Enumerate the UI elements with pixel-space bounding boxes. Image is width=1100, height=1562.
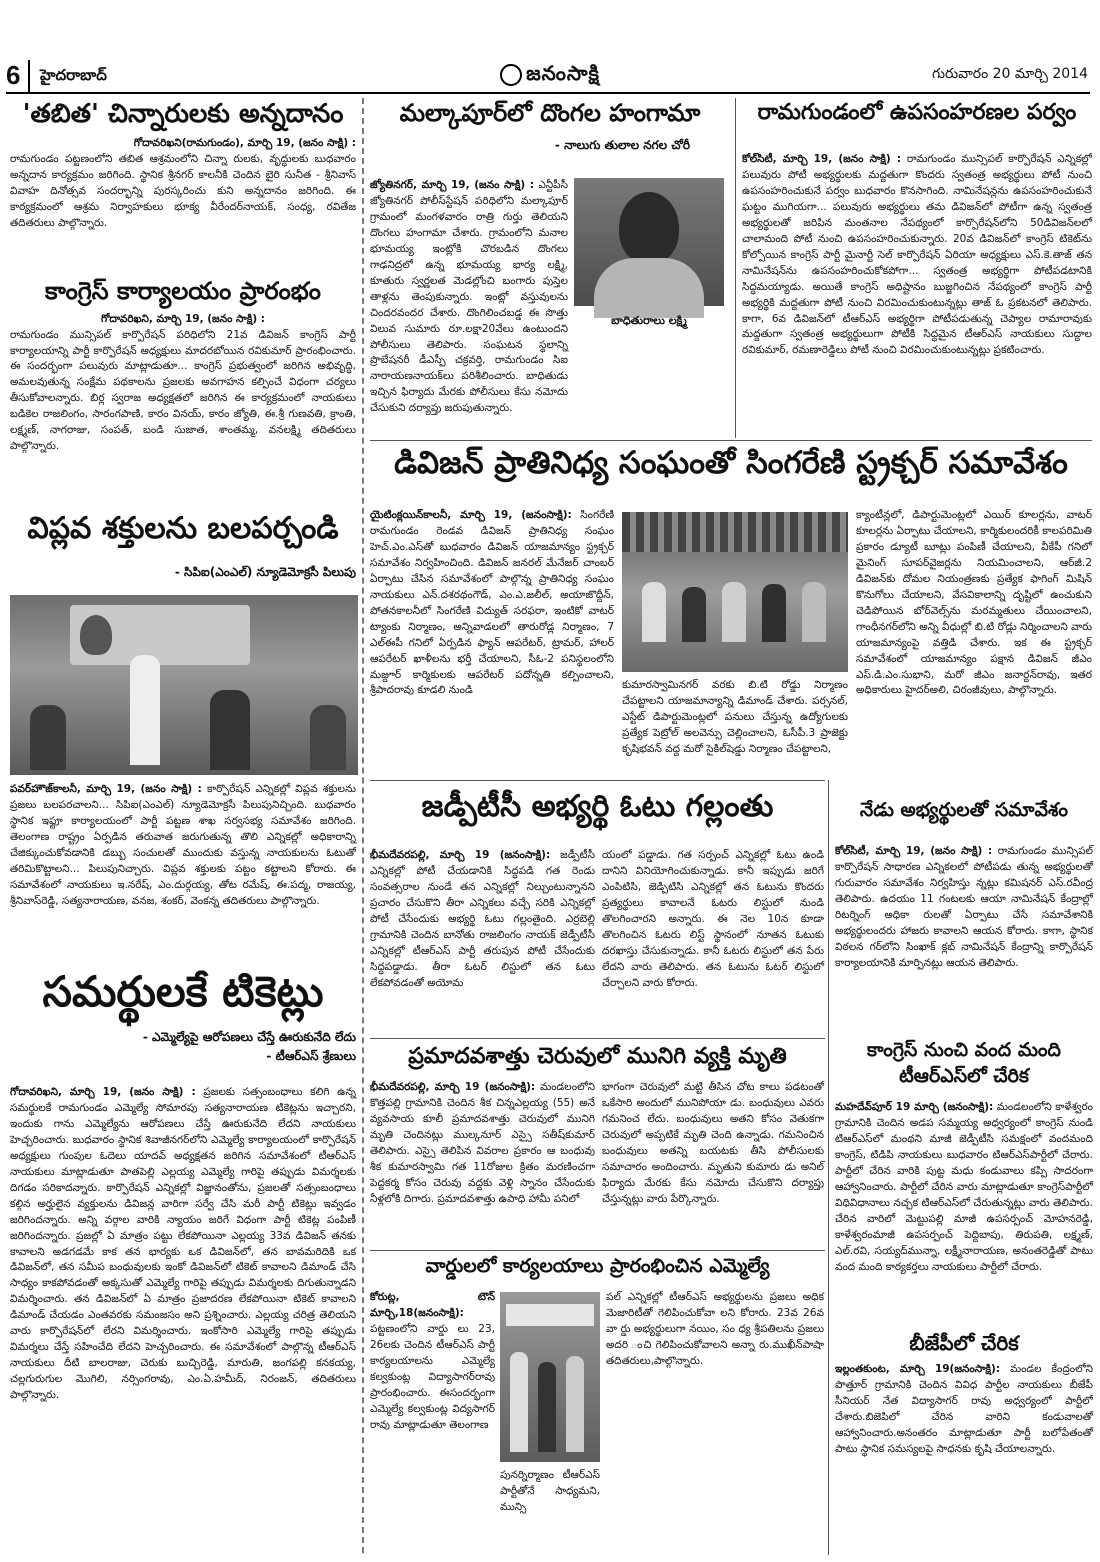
article-body (10, 1085, 356, 1540)
headline: ప్రమాదవశాత్తు చెరువులో మునిగి వ్యక్తి మృతి (408, 1044, 787, 1069)
article-congress-office (10, 278, 356, 508)
masthead-emblem-icon (500, 64, 522, 86)
article-singareni-col2 (856, 508, 1092, 778)
section-rule (370, 1250, 825, 1251)
article-mla-office (370, 1256, 825, 1278)
dateline: గోదావరిఖని(రామగుండం), మార్చి 19, (జనం సాక్షి) : (133, 136, 356, 149)
portrait-shape (80, 615, 112, 655)
dateline: కోల్‌సిటీ, మార్చి 19, (జనం సాక్షి) : (835, 845, 993, 857)
dateline: గోదావరిఖని, మార్చి 19, (జనం సాక్షి) : (100, 312, 266, 325)
article-samardhulake (10, 968, 356, 1066)
dateline: మహదేవ్‌పూర్ 19 మార్చి (జనంసాక్షి): (835, 1101, 994, 1113)
body-text: రామగుండం మున్సిపల్ కార్పొరేషన్ ఎన్నికల్లో పలువురు పోటీ అభ్యర్థులకు మద్దతుగా కొందరు స్వతంత్ర అభ్యర్థులు పోటీ నుంచి ఉపసంహరించుకునే పర్వం బుధవారం కొనసాగింది. నామినేషన్లను ఉపసంహరించుకునే ఘట్టం ముగియగా... పలువురు అభ్యర్థులు తమ డివిజన్‌లో పోటీగా ఉన్న స్వతంత్ర అభ్యర్థులతో జరిపిన మంతనాల నేపథ్యంలో కార్పొరేషన్‌లోని 50డివిజన్‌లలో చాలామంది పోటీ నుంచి ఉపసంహరించుకున్నారు. 20వ డివిజన్‌లో కాంగ్రెస్ టికెట్‌ను కోల్పోయిన కాంగ్రెస్ పార్టీ మైనార్టీ సెల్ కార్పొరేషన్ ఏరియా అధ్యక్షులు ఎస్.కె.తాజ్ తన నామినేషన్‌ను ఉపసంహరించుకోకపోగా... స్వతంత్ర అభ్యర్థిగా పోటీపడటానికి సిద్ధమయ్యాడు. అయితే కాంగ్రెస్ అధిష్టానం బుజ్జగించిన నేపథ్యంలో కాంగ్రెస్ పార్టీ అభ్యర్థికి మద్దతుగా పోటీ నుంచి విరమించుకుంటున్నట్లు తాజ్ ఓ ప్రకటనలో తెలిపారు. కాగా, 6వ డివిజన్‌లో టీఆర్‌ఎస్ అభ్యర్థిగా పోటీపడుతున్న చెప్యాల రామారావుకు మద్దతుగా స్వతంత్ర అభ్యర్థులుగా పోటీకి సిద్ధమైన టీఆర్‌ఎస్ నాయకులు సుద్దాల రవికుమార్, రమణారెడ్డిలు పోటీ నుంచి విరమించుకుంటున్నట్లు ప్రకటించారు. (742, 153, 1092, 357)
article-singareni-col1b (622, 678, 848, 778)
article-body-continued (370, 338, 730, 434)
dateline: భీమదేవరపల్లి, మార్చి 19 (జనంసాక్షి): (370, 849, 551, 861)
seated-figure (642, 582, 666, 642)
issue-date: గురువారం 20 మార్చి 2014 (931, 66, 1088, 82)
article-body: క్యాంటీన్లలో, డిపార్టుమెంట్లలో ఎయిర్ కూలర్లను, వాటర్ కూలర్లను ఏర్పాటు చేయాలని, కార్మికులందరికీ కాలపరిమితి ప్రకారం డ్యూటీ బూట్లు పంపిణీ చేయాలని, వీకేపీ గనిలో మైనింగ్ సూపర్‌వైజర్లను నియమించాలని, ఆర్‌జీ.2 డివిజన్‌కు దోమల నియంత్రణకు ప్రత్యేక ఫాగింగ్ మిషిన్ కొనుగోలు చేయాలని, వేసవికాలాన్ని దృష్టిలో ఉంచుకుని చెడిపోయిన బోర్‌వెల్స్‌ను మరమ్మతులు చేయించాలని, గాంధీనగర్‌లోని అన్ని వీధుల్లో బి.టి రోడ్లు నిర్మించాలని వారు యాజమాన్యంపై వత్తిడి చేశారు. ఇక ఈ స్ట్రక్చర్ సమావేశంలో యాజమాన్యం పక్షాన డివిజన్ జీఎం ఎస్.డి.ఎం.సుభాని, మరో జీఎం జనార్దన్‌రావు, ఇతర అధికారులు హైదర్‌అలి, చిరంజీవులు, పాల్గొన్నారు. (856, 509, 1092, 697)
headline-line-1: కాంగ్రెస్ నుంచి వంద మంది (867, 1039, 1061, 1061)
section-rule (370, 440, 1092, 441)
body-text: పట్టణంలోని వార్డు లు 23, 26లకు చెందిన టీఆర్‌ఎస్ పార్టీ కార్యలయాలను ఎమ్మెల్యే కల్వకుంట్ల విద్యాసాగర్‌రావు ప్రారంభించారు. ఈసందర్భంగా ఎమ్మెల్యే కల్వకుంట్ల విద్యసాగర్ రావు మాట్లాడుతూ తెలంగాణ (370, 1322, 495, 1431)
body-text: కార్పొరేషన్ ఎన్నికల్లో విప్లవ శక్తులను ప్రజలు బలపరచాలని... సిపిఐ(ఎంఎల్) న్యూడెమోక్రసీ పిలుపునిచ్చింది. బుధవారం స్థానిక ఇఫ్టూ కార్యాలయంలో పార్టీ పట్టణ శాఖ సర్వసభ్య సమావేశం జరిగింది. తెలంగాణ రాష్ట్రం ఏర్పడిన తరువాత జరుగుతున్న తొలి ఎన్నికల్లో అధికారాన్ని చేజిక్కుంచుకోవడానికి డబ్బు సంచులతో ముందుకు వస్తున్న నాయకులను ఓటుతో తరిమికొట్టాలని... పిలుపునిచ్చారు. విప్లవ శక్తులకు పట్టం కట్టాలని కోరారు. ఈ సమావేశంలో నాయకులు ఇ.నరేష్, ఎం.దుర్గయ్య, తోట రమేష్, ఈ.పద్మ, రాజయ్య, శ్రీనివాస్‌రెడ్డి, సత్యనారాయణ, వనజ, శంకర్, వెంకన్న తదితరులు పాల్గొన్నారు. (10, 783, 356, 907)
article-drowning-col2 (602, 1080, 824, 1245)
portrait-head-shape (619, 192, 679, 264)
headline: డివిజన్ ప్రాతినిధ్య సంఘంతో సింగరేణి స్ట్రక్చర్ సమావేశం (394, 445, 1068, 481)
body-text: జడ్పీటీసీ ఎన్నికల్లో పోటీ చేయడానికి సిద్ధపడి గత రెండు సంవత్సరాల నుండే తన ఎన్నికల్లో నిల్చుంటున్నానని ప్రచారం చేసుకొని తీరా ఎన్నికలు వచ్చే సరికి ఎన్నికల్లో పోటీ చేసేందుకు అభ్యర్థి ఓటు గల్లంతైంది. ఎర్రబెల్లి గ్రామానికి చెందిన బానోతు రాజలింగం నాయక్ జెడ్పీటీసీ ఎన్నికల్లో టీఆర్‌ఎస్ పార్టీ తరుపున పోటీ చేసేందుకు సిద్ధపడ్డాడు. తీరా ఓటర్ లిస్టులో తన ఓటు లేకపోవడంతో అయోమ (370, 849, 595, 989)
photo-caption: బాధితురాలు లక్ష్మి (611, 314, 687, 327)
dateline: భీమదేవరపల్లి, మార్చి 19 (జనంసాక్షి): (370, 1081, 536, 1093)
dateline: ఇల్లంతకుంట, మార్చి 19(జనంసాక్షి): (835, 1363, 1001, 1375)
dateline: జ్యోతినగర్, మార్చి 19, (జనం సాక్షి) : (370, 179, 534, 191)
article-mla-office-col2 (606, 1290, 824, 1540)
article-body (370, 178, 568, 415)
article-viplava (10, 512, 356, 582)
article-zptc-col2 (602, 848, 824, 1033)
article-body: యంలో పడ్డాడు. గత సర్పంచ్ ఎన్నికల్లో ఓటు ఉండి దానిని వినియోగించుకున్నాడు. కానీ ఇప్పుడు జరిగే ఎంపిటిసి, జెడ్పిటిసి ఎన్నికల్లో తన ఓటును కొందరు ప్రత్యర్థులు కావాలనే ఓటరు లిస్టులో నుండి తొలగించారని అన్నారు. ఈ నెల 10న కూడా తొలగించిన ఓటరు లిస్ట్ స్థానంలో నూతన ఓటుకు దరఖాస్తు చేసుకున్నాడు. కానీ ఓటరు లిస్టులో తన పేరు లేదని వారు తెలిపారు. తన ఓటును ఓటర్ లిస్టులో చేర్చాలని వారు కోరారు. (602, 849, 824, 989)
seated-figure (682, 587, 706, 642)
body-text: రామగుండం మున్సిపల్ కార్పొరేషన్ సాధారణ ఎన్నికలలో పోటీపడు తున్న అభ్యర్థులతో గురువారం సమావేశం నిర్వహిస్తు న్నట్లు కమిషనర్ ఎస్.రవీంద్ర తెలిపారు. ఉదయం 11 గంటలకు ఆయా నామినేషన్ కేంద్రాల్లో రిటర్నింగ్ అధికా రులతో ఏర్పాటు చేసే సమావేశానికి అభ్యర్థులందరు హాజరు కావాలని ఆయన కోరారు. కాగా, స్థానిక విఠలన గర్‌లోని సింఖాక్ క్లబ్ నామినేషన్ కేంద్రాన్ని కార్పొరేషన్ కార్యాలయానికి మార్పినట్లు ఆయన తెలిపారు. (835, 845, 1093, 969)
dateline: యైటింక్లయిన్‌కాలనీ, మార్చి 19, (జనంసాక్షి): (370, 509, 572, 521)
portrait-body-shape (594, 258, 704, 318)
article-samardhulake-body (10, 1085, 356, 1540)
article-body: రామగుండం మున్సిపల్ కార్పొరేషన్ పరిధిలోని 21వ డివిజన్ కాంగ్రెస్ పార్టీ కార్యాలయాన్ని పార్టీ కార్పొరేషన్ అధ్యక్షులు మాదరబోయిన రవికుమార్ ప్రారంభించారు. ఈ సందర్భంగా పలువురు మాట్లాడుతూ... కాంగ్రెస్ ప్రభుత్వంలో జరిగిన అభివృద్ధి, అమలవుతున్న సంక్షేమ పథకాలను ప్రజలకు అవగాహన కల్పించే విధంగా చర్యలు తీసుకోవాలన్నారు. బిర్ల స్వరాజ అధ్యక్షతలో జరిగిన ఈ కార్యక్రమంలో నాయకులు బడికెల రాజలింగం, సారంగపాణి, కారం వినయ్, కారం జ్యోతి, ఈ.శ్రీ గుణవతి, క్రాంతి, లక్ష్మణ్, నాగరాజు, సంపత్, బండి సుజాత, శాంతమ్మ, వనలక్ష్మి తదితరులు పాల్గొన్నారు. (10, 328, 356, 453)
article-drowning-col1 (370, 1080, 595, 1245)
dateline: గోదావరిఖని, మార్చి 19, (జనం సాక్షి) : (10, 1086, 196, 1098)
standing-figure (538, 1362, 556, 1452)
seated-figure (210, 690, 250, 770)
dateline: పవర్‌హౌజ్‌కాలనీ, మార్చి 19, (జనం సాక్షి) : (10, 783, 202, 795)
article-tabitha (10, 100, 356, 235)
masthead-logo (490, 60, 610, 90)
article-body: రామగుండం పట్టణంలోని తబిత ఆశ్రమంలోని చిన్నా రులకు, వృద్ధులకు బుధవారం అన్నదాన కార్యక్రమం జరిగింది. స్థానిక శ్రీనగర్ కాలనీకి చెందిన బైరి సునీత - శ్రీనివాస్ వివాహ దినోత్సవ సందర్భాన్ని పురస్కరించు కుని అన్నదానం జరిగింది. ఈ కార్యక్రమంలో ఆశ్రమ నిర్వాహకులు భూక్య వీరేందర్‌నాయక్, సంధ్య, రవితేజ తదితరులు పాల్గొన్నారు. (10, 152, 356, 229)
article-viplava-body (10, 782, 356, 964)
article-body (370, 1290, 495, 1466)
article-body (370, 848, 595, 1033)
article-body (370, 508, 614, 778)
article-body: భాగంగా చెరువులో మట్టి తీసిన చోట కాలు పడటంతో ఒకేసారి అందులో మునిపోయా డు. బంధువులు ఎవరు గమనించ లేదు. బంధువులు అతని కోసం వెతుకగా చెరువులో అప్పటికే మృతి చెంది ఉన్నాడు. గమనించిన బంధువులు అతన్ని బయటకు తీసి పోలీసులకు సమాచారం అందించారు. మృతుని కుమారు డు అనిల్ ఫిర్యాదు మేరకు కేసు నమోదు చేసుకొని దర్యాప్తు చేస్తున్నట్లు వారు పేర్కొన్నారు. (602, 1081, 824, 1205)
article-body (835, 1100, 1093, 1325)
column-divider-bottom-right (828, 780, 829, 1555)
subheadline: - నాలుగు తులాల నగల చోరీ (554, 137, 690, 152)
body-text: మండల కేంద్రంలోని పొత్తూర్ గ్రామానికి చెందిన వివిధ పార్టీల నాయకులు బీజేపీ సీనియర్ నేత విద్యాసాగర్ రావు అధ్వర్యంలో పార్టీలో చేశారు.బిజెపిలో చేరిన వారిని కండువాలతో ఆహ్వానించారు.అనంతరం మాట్లాడుతూ పార్టీ బలోపేతంతో పాటు స్థానిక సమస్యలపై సాధనకు కృషి చేయాలన్నారు. (835, 1363, 1093, 1455)
standing-figure (510, 1352, 528, 1452)
section-rule (370, 780, 825, 781)
article-congress-to-trs-body (835, 1100, 1093, 1325)
article-upasamharana-body (742, 152, 1092, 432)
section-rule (370, 1038, 825, 1039)
article-malkapur (370, 100, 730, 155)
headline: విప్లవ శక్తులను బలపర్చండి (27, 511, 339, 546)
article-body (742, 152, 1092, 432)
subheadline: - ఎమ్మెల్యేపై ఆరోపణలు చేస్తే ఊరుకునేది లేదు (142, 1030, 356, 1045)
article-body (10, 782, 356, 964)
headline: 'తబిత' చిన్నారులకు అన్నదానం (22, 99, 344, 129)
body-text: ప్రజలకు సత్సంబంధాలు కలిగి ఉన్న సమర్థులకే రామగుండం ఎమ్మెల్యే సోమారపు సత్యనారాయణ టికెట్లను ఇచ్చారని, ఇందుకు గాను ఎమ్మెల్యేను ఆరోపణలు చేస్తే ఊరుకునేది లేదని నాయకులు హెచ్చరించారు. బుధవారం స్థానిక శివాజీనగర్‌లోని ఎమ్మెల్యే కార్యాలయంలో కార్పొరేషన్ అధ్యక్షులు గుంపుల ఓదెలు యాదవ్ అధ్యక్షతన జరిగిన సమావేశంలో టీఆర్‌ఎస్ నాయకులు మాట్లాడుతూ పాతపెల్లి ఎల్లయ్య ఎమ్మెల్యే గారిపై తప్పుడు విమర్శలకు దిగడం సరికాదన్నారు. కార్పొరేషన్ ఎన్నికల్లో విజ్ఞానంతోను, ప్రజలతో సత్సంబంధాలు కల్గిన అర్హులైన వ్యక్తులను డివిజన్ల వారిగా సర్వే చేసి మరీ పార్టీ టికెట్లు ఇవ్వడం జరిగిందన్నారు. అన్ని వర్గాల వారికి న్యాయం జరిగే విధంగా పార్టీ టికెట్ల పంపిణీ జరిగిందన్నారు. ప్రజల్లో ఏ మాత్రం పట్టు లేకపోయినా ఎల్లయ్య 33వ డివిజన్ తనకు కావాలని అడగడమే కాక తన భార్యకు ఒక డివిజన్‌లో, తన బావమరిదికి ఒక డివిజన్‌లో, తన సమీప బంధువులకు ఇంకో డివిజన్‌లో టికెట్ కావాలని డిమాండ్ చేసి సాధ్యం కాకపోవడంతో అక్కసుతో ఎమ్మెల్యే గారిపై తప్పుడు విమర్శలకు దిగుతున్నాడని విమర్శించారు. తన డివిజన్‌లో ఏ మాత్రం ప్రజాదరణ లేకపోయినా టికెట్ కావాలని డిమాండ్ చేయడం ఎంతవరకు సమంజసం అని ప్రశ్నించారు. ఎల్లయ్య చరిత్ర తెలియని వారు కార్పొరేషన్‌లో లేరని విమర్శించారు. ఇంకోసారి ఎమ్మెల్యే గారిపై తప్పుడు విమర్శలు చేస్తే సహించేది లేదని హెచ్చరించారు. ఈ సమావేశంలో పాల్గొన్న టీఆర్‌ఎస్ నాయకులు దీటి బాలరాజు, చెరుకు బుచ్చిరెడ్డి, మారుతి, జంగపల్లి కనకయ్య, చల్లగురుగుల మొగిలి, నర్సింగరావు, ఎం.ఏ.హమీద్, నిరంజన్, తదితరులు పాల్గొన్నారు. (10, 1086, 357, 1402)
headline: వార్డులలో కార్యలయాలు ప్రారంభించిన ఎమ్మెల్యే (425, 1255, 770, 1277)
dateline: కోల్‌సిటీ, మార్చి 19, (జనం సాక్షి) : (742, 153, 902, 165)
seated-figure (802, 582, 826, 642)
article-zptc-col1 (370, 848, 595, 1033)
headline: బీజేపీలో చేరిక (909, 1331, 1019, 1355)
article-upasamharana (742, 100, 1092, 125)
window-grille-shape (622, 512, 848, 552)
article-malkapur-body-a (370, 178, 568, 415)
headline: మల్కాపూర్‌లో దొంగల హంగామా (399, 99, 701, 127)
article-body: కుమారస్వామినగర్ వరకు బి.టి రోడ్డు నిర్మాణం చేపట్టాలని యాజమాన్యాన్ని డిమాండ్ చేశారు. పర్సనల్, ఎస్టేట్ డిపార్టుమెంట్లలో పనులు చేస్తున్న ఉద్యోగులకు ప్రత్యేక పెట్రోల్ అలవెన్సు చెల్లించాలని, ఓసీపీ.3 ప్రాజెక్టు కృషిభవన్ వద్ద మరో సైకిల్‌షెడ్డు నిర్మాణం చేపట్టాలని, (622, 679, 848, 755)
headline: రామగుండంలో ఉపసంహరణల పర్వం (757, 100, 1077, 125)
meeting-photo (10, 595, 358, 775)
article-meeting-today (835, 800, 1093, 822)
page-number: 6 (6, 60, 30, 92)
subheadline: - సిపిఐ(ఎంఎల్) న్యూడెమోక్రసీ పిలుపు (174, 564, 356, 579)
article-body: పునర్నిర్మాణం టీఆర్‌ఎస్ పార్టీతోనే సాధ్యమని, మున్సి (500, 1469, 600, 1513)
headline: సమర్థులకే టికెట్లు (42, 967, 324, 1016)
headline: కాంగ్రెస్ కార్యాలయం ప్రారంభం (45, 277, 321, 305)
headline: జడ్పీటీసీ అభ్యర్థి ఓటు గల్లంతు (421, 789, 774, 824)
office-opening-photo (500, 1292, 600, 1462)
meeting-hall-photo (622, 512, 848, 672)
article-body (835, 844, 1093, 1034)
article-mla-office-col1 (370, 1290, 495, 1466)
masthead-title: జనంసాక్షి (526, 60, 600, 85)
column-divider-left (362, 98, 364, 1553)
seated-figure (722, 582, 746, 642)
article-drowning (370, 1044, 825, 1069)
column-divider-top-right (735, 98, 736, 438)
article-body: పల్ ఎన్నికల్లో టీఆర్‌ఎస్ అభ్యర్థులను ప్రజలు అధిక మెజారిటీతో గెలిపించుకోవా లని కోరారు. 23వ 26వ వా ర్డు అభ్యర్థులుగా నయిం, సం ధ్య శ్రీపతిలను ప్రజలు అదరి ంచి గెలిపించుకోవాలని అన్నా రు.ముఖీన్‌పాషా తదితరులు,పాల్గొన్నారు. (606, 1291, 824, 1367)
seated-figure (310, 705, 346, 770)
article-malkapur-body-b (370, 338, 730, 434)
speaker-figure (130, 655, 160, 765)
article-meeting-today-body (835, 844, 1093, 1034)
article-mla-office-col1b (500, 1468, 600, 1540)
seated-figure (30, 705, 66, 770)
victim-photo (574, 178, 724, 306)
article-singareni-col1 (370, 508, 614, 778)
section-name: హైదరాబాద్ (40, 66, 107, 84)
article-body (370, 1080, 595, 1245)
body-text: మండలంలోని కొత్తపల్లి గ్రామానికి చెందిన శీక చిన్నఎల్లయ్య (55) అనే వ్యవసాయ కూలీ ప్రమాదవశాత్తు చెరువులో మునిగి మృతి చెందినట్లు ముల్కనూర్ ఎస్సై సతీష్‌కుమార్ తెలిపారు. ఎస్సై తెలిపిన వివరాల ప్రకారం ఆ బంధువు శీక కుమారస్వామి గత 11రోజుల క్రితం మరణించగా పెద్దకర్మ కోసం చెరువు వద్దకు వెళ్లి స్నానం చేసేందుకు నీళ్లలోకి దిగారు. ప్రమాదవశాత్తు ఉపాధి హామీ పనిలో (370, 1081, 595, 1205)
dateline: కోరుట్ల, టౌన్ మార్చి,18(జనంసాక్షి): (370, 1291, 495, 1319)
headline-line-2: టీఆర్‌ఎస్‌లో చేరిక (899, 1064, 1029, 1087)
article-singareni (370, 446, 1092, 482)
header-rule (6, 92, 1090, 94)
body-text: మండలంలోని కాళేశ్వరం గ్రామానికి చెందిన అడప సమ్మయ్య అధ్వర్యంలో కాంగ్రెస్ నుండి టిఆర్‌ఎస్‌లో మంథని మాజీ జెడ్పీటీసి సమక్షంలో వందమంది కాంగ్రెస్, టిడిపి నాయకులు బుధవారం టిఆర్‌ఎస్‌పార్టీలో చేరారు. పార్టీలో చేరిన వారికి పుట్ట మధు కండువాలు కప్పి సాదరంగా ఆహ్వానించారు. పార్టీలో చేరిన వారు మాట్లాడుతూ కాంగ్రెస్‌పార్టీలో విధివిధానాలు నచ్చక టిఆర్‌ఎస్‌లో చేరుతున్నట్లు వారు తెలిపారు. చేరిన వారిలో మెట్టుపల్లి మాజీ ఉపసర్పంచ్ మోహనరెడ్డి, కాళేశ్వరంమాజీ ఉపసర్పంచ్ పెద్దిబాపు, తిరుపతి, లక్ష్మణ్, ఎల్.రవి, సయ్యద్‌మున్నా, లక్ష్మీనారాయణ, అనంతరెడ్డితో పాటు వంద మంది కార్యకర్తలు నాయకులు పార్టీలో చేరారు. (835, 1101, 1094, 1273)
article-body (835, 1362, 1093, 1542)
article-bjp (835, 1332, 1093, 1355)
headline: నేడు అభ్యర్థులతో సమావేశం (859, 799, 1069, 821)
standing-figure (566, 1356, 584, 1452)
body-text: సింగరేణి రామగుండం రెండవ డివిజన్ ప్రాతినిధ్య సంఘం హెచ్.ఎం.ఎస్‌తో బుధవారం డివిజన్ యాజమాన్యం స్ట్రక్చర్ సమావేశం నిర్వహించింది. డివిజన్ జనరల్ మేనేజర్ చాంబర్ ఏర్పాటు చేసిన సమావేశంలో పాల్గొన్న ప్రాతినిధ్య సంఘం నాయకులు ఎన్.దశరథంగౌడ్, ఎం.ఎ.జలీల్, అయాజొద్దీన్, పోతనకాలనీలో సింగరేణి విద్యుత్ సరఫరా, ఇంటికో వాటర్ ట్యాంకు నిర్మాణం, అన్నివాడలలో తారురోడ్ల నిర్మాణం, 7 ఎల్‌ఈపీ గనిలో ఏర్పడిన ఫ్యాన్ ఆపరేటర్, ట్రామర్, హాలర్ ఆపరేటర్ ఖాళీలను భర్తీ చేయాలని, సీఓ-2 పనిస్థలంలోని మజ్దూర్ కార్మికులకు ఆపరేటర్ పదోన్నతి కల్పించాలని, శ్రీపాదరావు కూడలి నుండి (370, 509, 614, 697)
banner-shape (506, 1304, 594, 1326)
article-bjp-body (835, 1362, 1093, 1542)
article-congress-to-trs (835, 1040, 1093, 1088)
seated-figure (762, 584, 786, 642)
body-text: ఎన్టీపీసీ జ్యోతినగర్ పోలీస్‌స్టేషన్ పరిధిలోని మల్కాపూర్ గ్రామంలో మంగళవారం రాత్రి గుర్తు తెలియని దొంగలు హంగామా చేశారు. గ్రామంలోని మనాల భూమయ్య ఇంట్లోకి చొరబడిన దొంగలు గాఢనిద్రలో ఉన్న భూమయ్య భార్య లక్ష్మి, కూతురు స్వర్ణలత మెడల్లోంచి బంగారు పుస్తెల తాళ్లను తెంపుకున్నారు. ఇంట్లో వస్తువులను చిందరవందర చేశారు. దొంగిలించబడ్డ ఈ సొత్తు విలువ సుమారు రూ.లక్షా20వేలు ఉంటుందని పోలీసులు తెలిపారు. సంఘటన స్థలాన్ని ప్రొబేషనరీ డీఎస్పీ చక్రవర్తి, రామగుండం సిఐ నారాయణనాయక్‌లు పరిశీలించారు. బాధితుడు ఇచ్చిన ఫిర్యాదు మేరకు పోలీసులు కేసు నమోదు చేసుకుని దర్యాప్తు జరుపుతున్నారు. (370, 179, 568, 415)
article-zptc (370, 790, 825, 825)
subheadline: - టీఆర్‌ఎస్ శ్రేణులు (266, 1049, 356, 1064)
